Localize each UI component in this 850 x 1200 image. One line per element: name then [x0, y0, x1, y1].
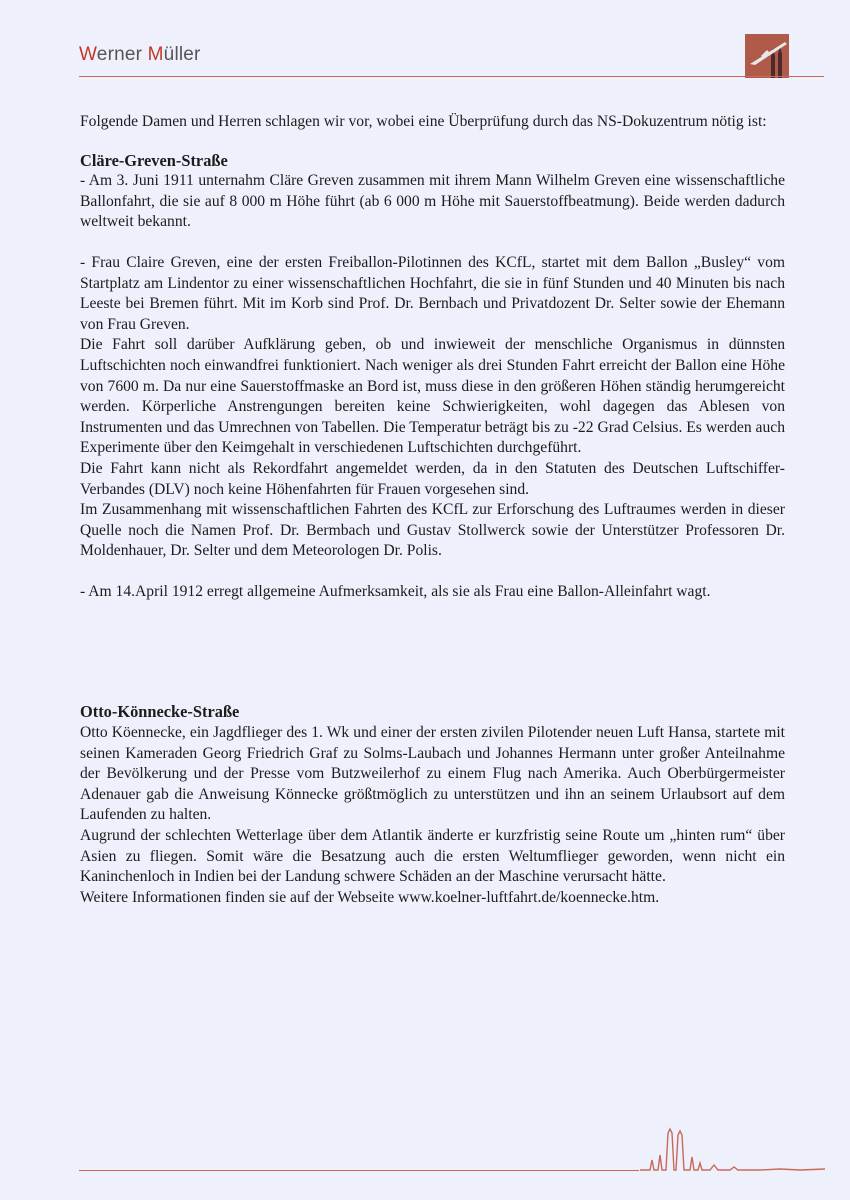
- paragraph: - Am 3. Juni 1911 unternahm Cläre Greven zusammen mit ihrem Mann Wilhelm Greven eine wissenschaftliche Ballonfahrt, die sie auf 8 000 m Höhe führt (ab 6 000 m Höhe mit Sauerstoffbeatmung). Beide werden dadurch weltweit bekannt.: [80, 172, 785, 231]
- author-last-rest: üller: [163, 44, 201, 65]
- header-rule: [79, 76, 824, 77]
- section-heading-claere-greven: Cläre-Greven-Straße: [80, 150, 228, 170]
- document-body: [80, 112, 785, 908]
- paragraph: Die Fahrt soll darüber Aufklärung geben, ob und inwieweit der menschliche Organismus in dünnsten Luftschichten noch einwandfrei funktioniert. Nach weniger als drei Stunden Fahrt erreicht der Ballon eine Höhe von 7600 m. Da nur eine Sauerstoffmaske an Bord ist, muss diese in den größeren Höhen ständig herumgereicht werden. Körperliche Anstrengungen bereiten keine Schwierigkeiten, wohl dagegen das Ablesen von Instrumenten und das Umrechnen von Tabellen. Die Temperatur beträgt bis zu -22 Grad Celsius. Es werden auch Experimente über den Keimgehalt in verschiedenen Luftschichten durchgeführt.: [80, 336, 785, 457]
- section-heading-otto-koennecke: Otto-Könnecke-Straße: [80, 702, 240, 722]
- paragraph: - Frau Claire Greven, eine der ersten Freiballon-Pilotinnen des KCfL, startet mit dem Ballon „Busley“ vom Startplatz am Lindentor zu einer wissenschaftlichen Hochfahrt, die sie in fünf Stunden und 40 Minuten bis nach Leeste bei Bremen führt. Mit im Korb sind Prof. Dr. Bernbach und Privatdozent Dr. Selter sowie der Ehemann von Frau Greven.: [80, 253, 785, 333]
- paragraph: Im Zusammenhang mit wissenschaftlichen Fahrten des KCfL zur Erforschung des Luftraumes werden in dieser Quelle noch die Namen Prof. Dr. Bermbach und Gustav Stollwerck sowie der Unterstützer Professoren Dr. Moldenhauer, Dr. Selter und dem Meteorologen Dr. Polis.: [80, 501, 785, 560]
- cathedral-plane-logo-icon: [745, 34, 789, 78]
- author-first-rest: erner: [96, 44, 148, 65]
- paragraph: Augrund der schlechten Wetterlage über dem Atlantik änderte er kurzfristig seine Route um „hinten rum“ über Asien zu fliegen. Somit wäre die Besatzung auch die ersten Weltumflieger geworden, wenn nicht ein Kaninchenloch in Indien bei der Landung schwere Schäden an der Maschine verursacht hätte.: [80, 827, 785, 886]
- paragraph: - Am 14.April 1912 erregt allgemeine Aufmerksamkeit, als sie als Frau eine Ballon-Alleinfahrt wagt.: [80, 582, 711, 600]
- paragraph: Otto Köennecke, ein Jagdflieger des 1. Wk und einer der ersten zivilen Pilotender neuen Luft Hansa, startete mit seinen Kameraden Georg Friedrich Graf zu Solms-Laubach und Johannes Hermann unter großer Anteilnahme der Bevölkerung und der Presse vom Butzweilerhof zu einem Flug nach Amerika. Auch Oberbürgermeister Adenauer gab die Anweisung Könnecke größtmöglich zu unterstützen und ihn an seinem Urlaubsort auf dem Laufenden zu halten.: [80, 724, 785, 824]
- header-author-name: [79, 44, 201, 66]
- intro-paragraph: Folgende Damen und Herren schlagen wir vor, wobei eine Überprüfung durch das NS-Dokuzentrum nötig ist:: [80, 113, 767, 130]
- author-first-initial: W: [79, 44, 97, 65]
- paragraph: Die Fahrt kann nicht als Rekordfahrt angemeldet werden, da in den Statuten des Deutschen Luftschiffer-Verbandes (DLV) noch keine Höhenfahrten für Frauen vorgesehen sind.: [80, 459, 785, 498]
- footer-rule: [79, 1170, 639, 1171]
- author-last-initial: M: [147, 44, 164, 65]
- cologne-skyline-icon: [640, 1125, 825, 1175]
- paragraph: Weitere Informationen finden sie auf der Webseite www.koelner-luftfahrt.de/koennecke.htm.: [80, 888, 660, 906]
